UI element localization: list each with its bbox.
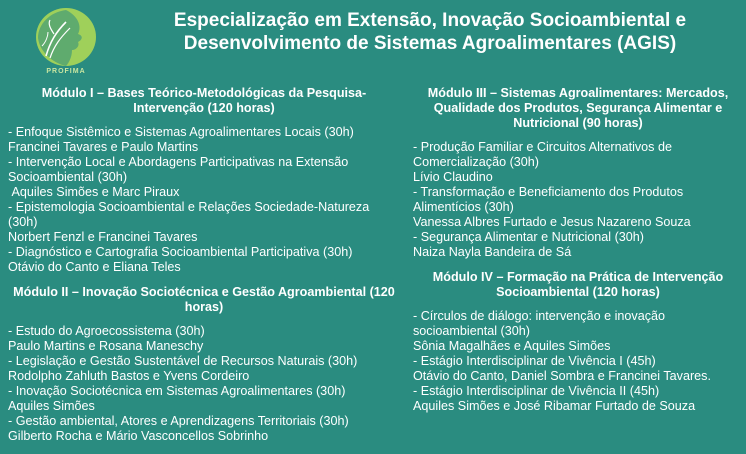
course-line: Paulo Martins e Rosana Maneschy <box>8 339 204 353</box>
course-line: Rodolpho Zahluth Bastos e Yvens Cordeiro <box>8 369 250 383</box>
course-line: - Legislação e Gestão Sustentável de Recursos Naturais (30h) <box>8 354 358 368</box>
course-line: Naiza Nayla Bandeira de Sá <box>413 245 572 259</box>
course-line: - Estágio Interdisciplinar de Vivência I (45h) <box>413 354 656 368</box>
course-line: Vanessa Albres Furtado e Jesus Nazareno Souza <box>413 215 691 229</box>
course-line: Gilberto Rocha e Mário Vasconcellos Sobrinho <box>8 429 269 443</box>
right-column <box>413 86 743 424</box>
course-line: Lívio Claudino <box>413 170 493 184</box>
course-line: - Círculos de diálogo: intervenção e inovação socioambiental (30h) <box>413 309 669 338</box>
logo-caption: PROFIMA <box>46 68 86 75</box>
module-title: Módulo IV – Formação na Prática de Intervenção Socioambiental (120 horas) <box>432 270 724 299</box>
course-line: - Estudo do Agroecossistema (30h) <box>8 324 205 338</box>
profima-logo <box>26 6 106 82</box>
course-line: Aquiles Simões e Marc Piraux <box>8 185 180 199</box>
module-2 <box>8 285 400 444</box>
course-line: - Enfoque Sistêmico e Sistemas Agroalimentares Locais (30h) <box>8 125 354 139</box>
course-line: - Estágio Interdisciplinar de Vivência II (45h) <box>413 384 660 398</box>
course-line: Aquiles Simões <box>8 399 95 413</box>
course-line: - Diagnóstico e Cartografia Socioambiental Participativa (30h) <box>8 245 353 259</box>
page-title: Especialização em Extensão, Inovação Socioambiental e Desenvolvimento de Sistemas Agroalimentares (AGIS) <box>173 10 687 54</box>
course-line: Otávio do Canto e Eliana Teles <box>8 260 181 274</box>
course-line: - Transformação e Beneficiamento dos Produtos Alimentícios (30h) <box>413 185 687 214</box>
leaf-face-icon <box>26 6 106 68</box>
course-line: Otávio do Canto, Daniel Sombra e Francinei Tavares. <box>413 369 711 383</box>
module-title: Módulo III – Sistemas Agroalimentares: Mercados, Qualidade dos Produtos, Segurança Alimentar e Nutricional (90 horas) <box>427 86 729 130</box>
course-line: - Inovação Sociotécnica em Sistemas Agroalimentares (30h) <box>8 384 346 398</box>
course-line: - Epistemologia Socioambiental e Relações Sociedade-Natureza (30h) <box>8 200 373 229</box>
course-line: Francinei Tavares e Paulo Martins <box>8 140 199 154</box>
left-column <box>8 86 400 454</box>
module-title: Módulo II – Inovação Sociotécnica e Gestão Agroambiental (120 horas) <box>13 285 395 314</box>
course-line: - Segurança Alimentar e Nutricional (30h) <box>413 230 644 244</box>
course-line: - Produção Familiar e Circuitos Alternativos de Comercialização (30h) <box>413 140 676 169</box>
course-line: Norbert Fenzl e Francinei Tavares <box>8 230 198 244</box>
course-line: - Intervenção Local e Abordagens Participativas na Extensão Socioambiental (30h) <box>8 155 352 184</box>
module-3 <box>413 86 743 260</box>
module-1 <box>8 86 400 275</box>
module-4 <box>413 270 743 414</box>
course-line: Sônia Magalhães e Aquiles Simões <box>413 339 611 353</box>
module-title: Módulo I – Bases Teórico-Metodológicas da Pesquisa-Intervenção (120 horas) <box>41 86 367 115</box>
course-line: - Gestão ambiental, Atores e Aprendizagens Territoriais (30h) <box>8 414 349 428</box>
course-line: Aquiles Simões e José Ribamar Furtado de Souza <box>413 399 696 413</box>
